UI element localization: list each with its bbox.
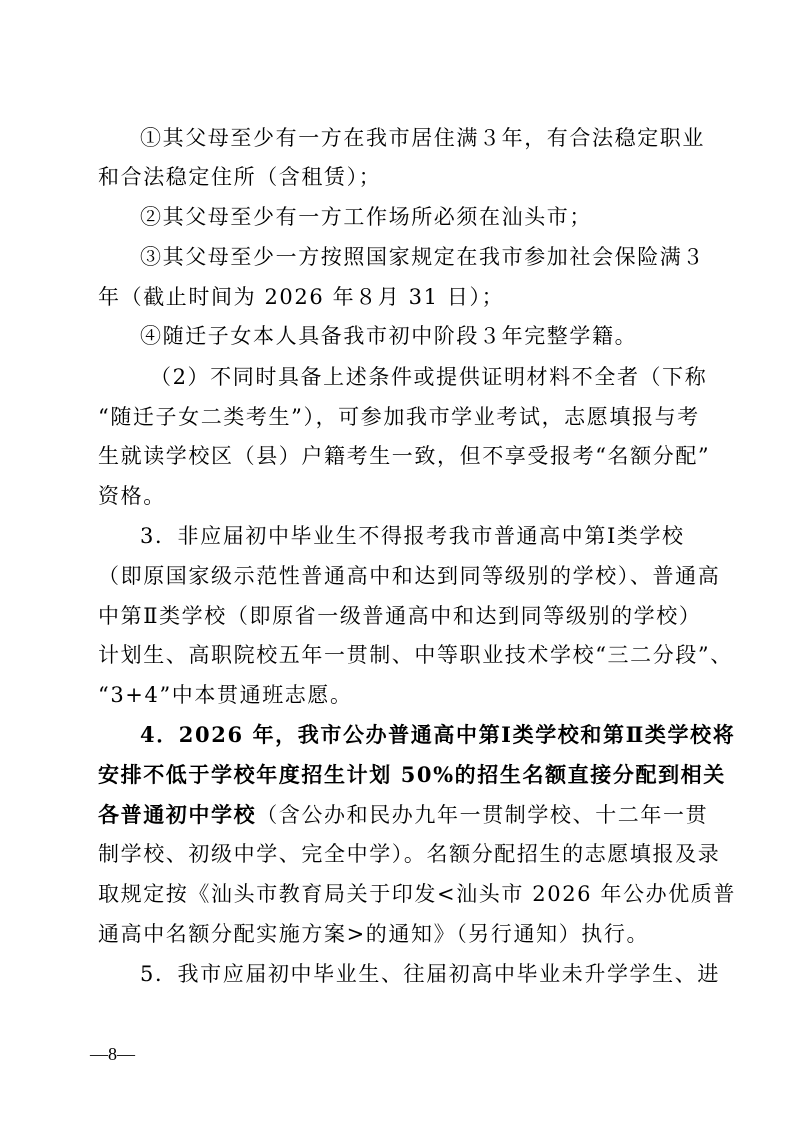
paragraph-line: 资格。 bbox=[98, 484, 166, 508]
paragraph-line: “3+4”中本贯通班志愿。 bbox=[98, 683, 353, 707]
paragraph-line: 中第Ⅱ类学校（即原省一级普通高中和达到同等级别的学校） bbox=[98, 604, 702, 628]
paragraph-line: 5．我市应届初中毕业生、往届初高中毕业未升学学生、进 bbox=[140, 962, 720, 986]
paragraph-line: 通高中名额分配实施方案>的通知》（另行通知）执行。 bbox=[98, 922, 650, 946]
paragraph-line-bold: 4．2026 年，我市公办普通高中第Ⅰ类学校和第Ⅱ类学校将 bbox=[140, 722, 736, 747]
paragraph-line-mixed bbox=[98, 799, 709, 831]
paragraph-line: 3．非应届初中毕业生不得报考我市普通高中第Ⅰ类学校 bbox=[140, 524, 685, 548]
paragraph-line: 取规定按《汕头市教育局关于印发<汕头市 2026 年公办优质普 bbox=[98, 882, 736, 906]
bold-segment: 各普通初中学校 bbox=[98, 802, 257, 827]
page-number: —8— bbox=[90, 1044, 135, 1064]
paragraph-line: （2）不同时具备上述条件或提供证明材料不全者（下称 bbox=[150, 365, 708, 389]
paragraph-line: 制学校、初级中学、完全中学）。名额分配招生的志愿填报及录 bbox=[98, 842, 721, 866]
paragraph-line: （即原国家级示范性普通高中和达到同等级别的学校）、普通高 bbox=[98, 564, 721, 588]
paragraph-line-bold: 安排不低于学校年度招生计划 50%的招生名额直接分配到相关 bbox=[98, 762, 726, 787]
paragraph-line: ②其父母至少有一方工作场所必须在汕头市； bbox=[140, 205, 592, 229]
paragraph-line: 和合法稳定住所（含租赁）； bbox=[98, 165, 382, 189]
paragraph-line: 计划生、高职院校五年一贯制、中等职业技术学校“三二分段”、 bbox=[98, 643, 733, 667]
paragraph-line: “随迁子女二类考生”），可参加我市学业考试，志愿填报与考 bbox=[98, 405, 700, 429]
paragraph-line: 年（截止时间为 2026 年８月 31 日）； bbox=[98, 285, 505, 309]
paragraph-line: ③其父母至少一方按照国家规定在我市参加社会保险满３ bbox=[140, 245, 705, 269]
paragraph-line: 生就读学校区（县）户籍考生一致，但不享受报考“名额分配” bbox=[98, 444, 711, 468]
paragraph-line: ①其父母至少有一方在我市居住满３年，有合法稳定职业 bbox=[140, 126, 705, 150]
paragraph-line: ④随迁子女本人具备我市初中阶段３年完整学籍。 bbox=[140, 324, 638, 348]
normal-segment: （含公办和民办九年一贯制学校、十二年一贯 bbox=[256, 803, 709, 827]
